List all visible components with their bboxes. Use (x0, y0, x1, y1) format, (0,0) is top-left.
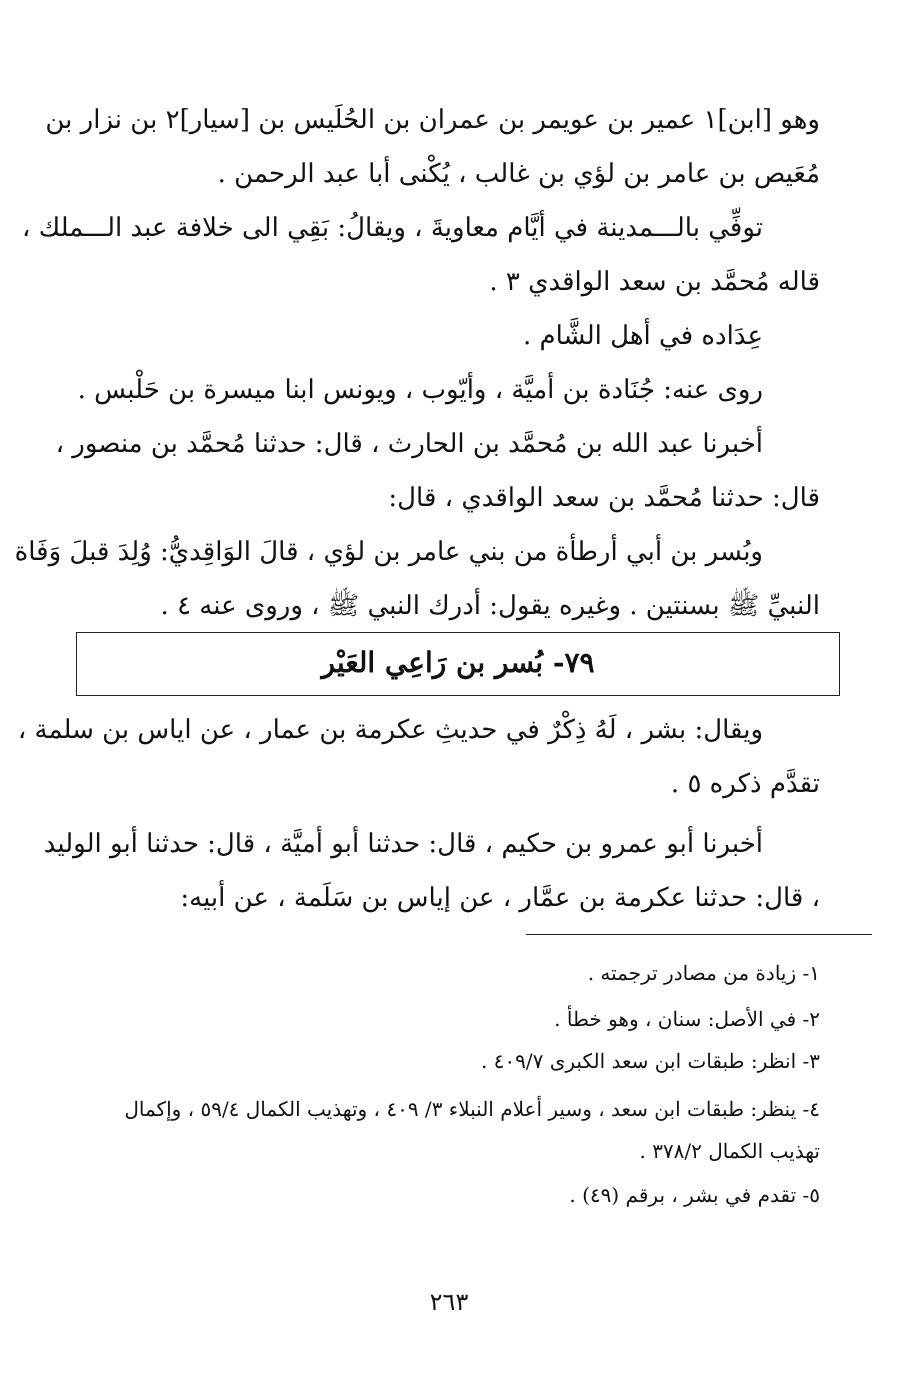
section-heading-box (76, 632, 840, 696)
body-line: مُعَيص بن عامر بن لؤي بن غالب ، يُكْنى أبا عبد الرحمن . (217, 159, 820, 189)
footnote: ٣- انظر: طبقات ابن سعد الكبرى ٤٠٩/٧ . (480, 1049, 820, 1073)
section-line: ، قال: حدثنا عكرمة بن عمَّار ، عن إياس بن سَلَمة ، عن أبيه: (180, 883, 820, 913)
body-line: قال: حدثنا مُحمَّد بن سعد الواقدي ، قال: (388, 483, 820, 513)
footnote: ٢- في الأصل: سنان ، وهو خطأ . (554, 1007, 820, 1031)
body-line: النبيِّ ﷺ بسنتين . وغيره يقول: أدرك النبي ﷺ ، وروى عنه ٤ . (160, 591, 820, 621)
body-line: وبُسر بن أبي أرطأة من بني عامر بن لؤي ، قالَ الوَاقِديُّ: وُلِدَ قبلَ وَفَاة (14, 537, 763, 567)
body-line: عِدَاده في أهل الشَّام . (523, 321, 763, 351)
body-line: روى عنه: جُنَادة بن أميَّة ، وأيّوب ، ويونس ابنا ميسرة بن حَلْبس . (77, 375, 763, 405)
footnote: ٤- ينظر: طبقات ابن سعد ، وسير أعلام النبلاء ٣/ ٤٠٩ ، وتهذيب الكمال ٥٩/٤ ، وإكمال (124, 1097, 820, 1121)
page-number: ٢٦٣ (429, 1288, 469, 1316)
body-line: وهو [ابن]١ عمير بن عويمر بن عمران بن الحُلَيس بن [سيار]٢ بن نزار بن (45, 105, 820, 135)
body-line: قاله مُحمَّد بن سعد الواقدي ٣ . (489, 267, 820, 297)
section-line: أخبرنا أبو عمرو بن حكيم ، قال: حدثنا أبو أميَّة ، قال: حدثنا أبو الوليد (43, 829, 763, 859)
section-line: ويقال: بشر ، لَهُ ذِكْرٌ في حديثِ عكرمة بن عمار ، عن اياس بن سلمة ، (17, 715, 763, 745)
section-heading: ٧٩- بُسر بن رَاعِي العَيْر (321, 646, 595, 679)
body-line: أخبرنا عبد الله بن مُحمَّد بن الحارث ، قال: حدثنا مُحمَّد بن منصور ، (55, 429, 763, 459)
footnote: ٥- تقدم في بشر ، برقم (٤٩) . (569, 1183, 820, 1207)
body-line: توفِّي بالـــمدينة في أيَّام معاويةَ ، ويقالُ: بَقِي الى خلافة عبد الـــملك ، (22, 213, 763, 243)
footnote-divider (526, 934, 872, 935)
section-line: تقدَّم ذكره ٥ . (670, 769, 820, 799)
footnote: تهذيب الكمال ٣٧٨/٢ . (639, 1139, 820, 1163)
footnote: ١- زيادة من مصادر ترجمته . (587, 961, 820, 985)
